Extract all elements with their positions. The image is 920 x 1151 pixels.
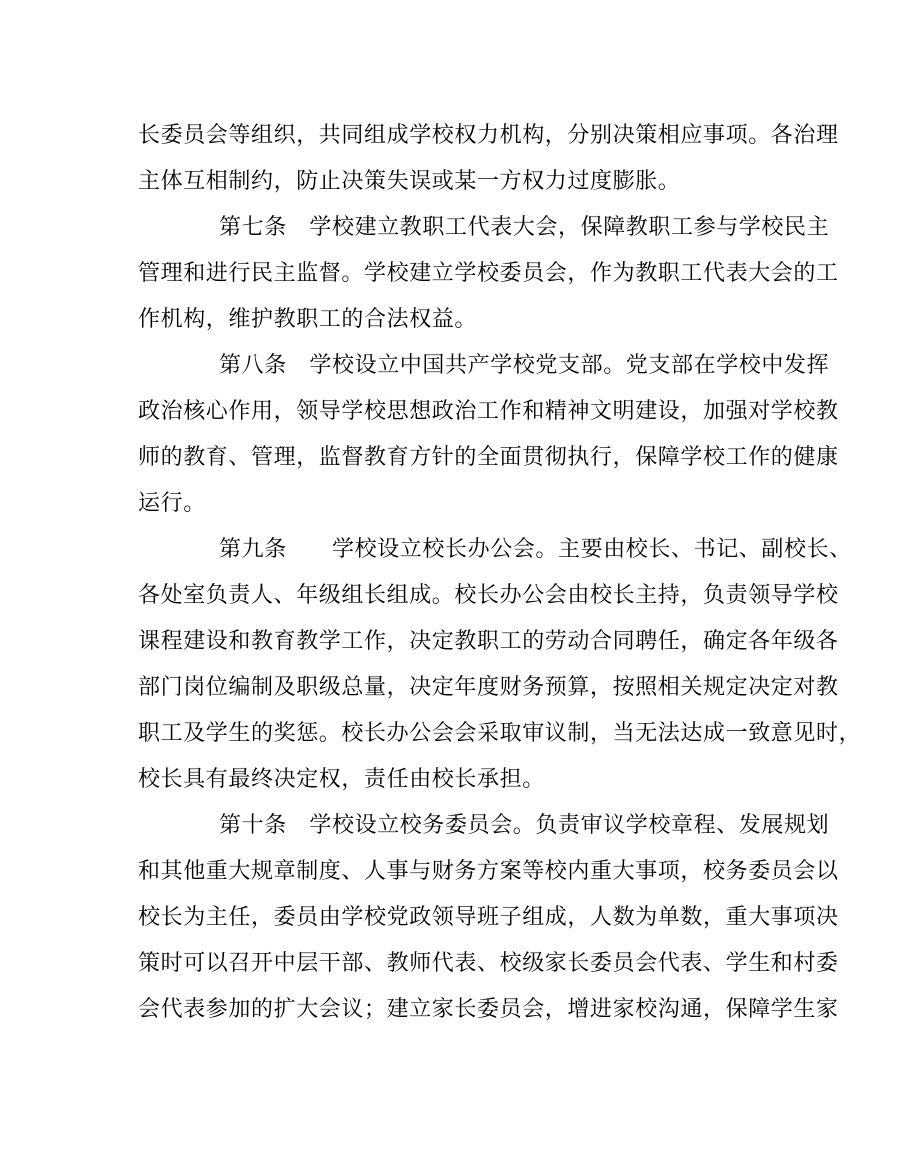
text-line: 校长具有最终决定权，责任由校长承担。 — [138, 767, 545, 792]
text-line: 师的教育、管理，监督教育方针的全面贯彻执行，保障学校工作的健康 — [138, 445, 839, 470]
text-line: 和其他重大规章制度、人事与财务方案等校内重大事项，校务委员会以 — [138, 859, 839, 884]
text-line: 主体互相制约，防止决策失误或某一方权力过度膨胀。 — [138, 169, 681, 194]
article-10-heading-line: 第十条 学校设立校务委员会。负责审议学校章程、发展规划 — [219, 813, 830, 838]
text-line: 部门岗位编制及职级总量，决定年度财务预算，按照相关规定决定对教 — [138, 675, 839, 700]
article-9-heading-line: 第九条 学校设立校长办公会。主要由校长、书记、副校长、 — [219, 537, 852, 562]
text-line: 作机构，维护教职工的合法权益。 — [138, 307, 478, 332]
text-line: 各处室负责人、年级组长组成。校长办公会由校长主持，负责领导学校 — [138, 583, 839, 608]
article-8-heading-line: 第八条 学校设立中国共产学校党支部。党支部在学校中发挥 — [219, 353, 830, 378]
text-line: 管理和进行民主监督。学校建立学校委员会，作为教职工代表大会的工 — [138, 261, 839, 286]
text-line: 政治核心作用，领导学校思想政治工作和精神文明建设，加强对学校教 — [138, 399, 839, 424]
article-7-heading-line: 第七条 学校建立教职工代表大会，保障教职工参与学校民主 — [219, 215, 830, 240]
text-line: 职工及学生的奖惩。校长办公会会采取审议制，当无法达成一致意见时， — [138, 721, 862, 746]
text-line: 课程建设和教育教学工作，决定教职工的劳动合同聘任，确定各年级各 — [138, 629, 839, 654]
text-line: 会代表参加的扩大会议；建立家长委员会，增进家校沟通，保障学生家 — [138, 997, 839, 1022]
text-line: 长委员会等组织，共同组成学校权力机构，分别决策相应事项。各治理 — [138, 123, 839, 148]
text-line: 校长为主任，委员由学校党政领导班子组成，人数为单数，重大事项决 — [138, 905, 839, 930]
text-line: 运行。 — [138, 491, 206, 516]
text-line: 策时可以召开中层干部、教师代表、校级家长委员会代表、学生和村委 — [138, 951, 839, 976]
